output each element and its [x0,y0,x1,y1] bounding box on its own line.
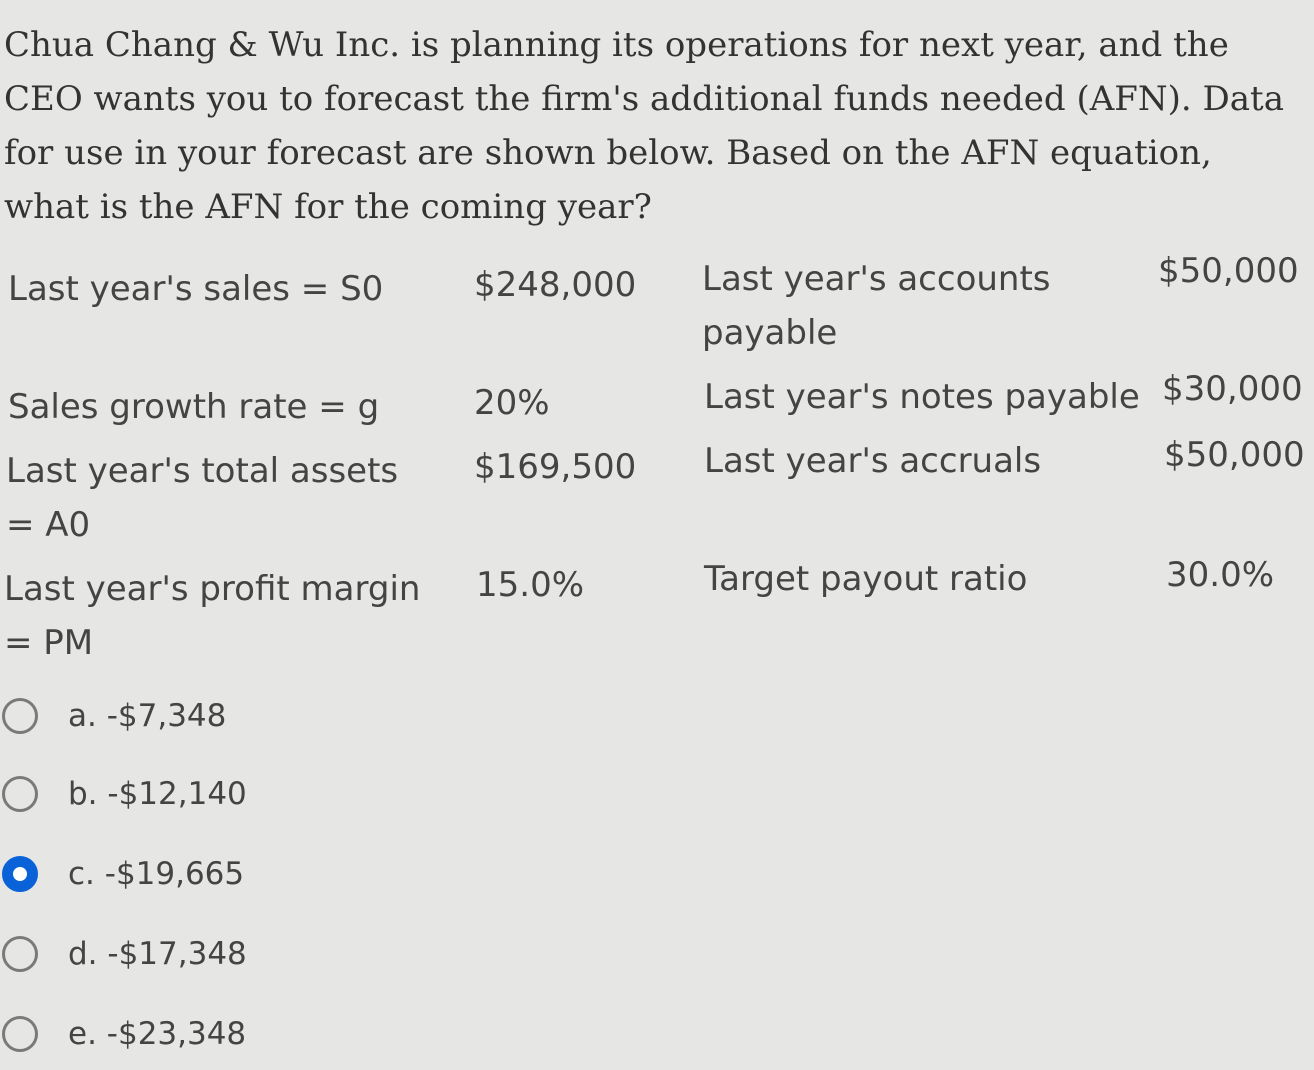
value-notes-payable: $30,000 [1162,369,1303,409]
option-d-label: d. -$17,348 [68,936,247,972]
option-b[interactable] [2,772,247,816]
radio-button-icon[interactable] [2,1016,38,1052]
label-last-years-sales: Last year's sales = S0 [8,269,384,309]
value-accruals: $50,000 [1164,435,1305,475]
option-c[interactable] [2,852,244,896]
question-text: Chua Chang & Wu Inc. is planning its operations for next year, and the CEO wants you to forecast the firm's additional funds needed (AFN). Data for use in your forecast are shown below. Based on the AFN equation, what is the AFN for the coming year? [4,25,1284,227]
option-d[interactable] [2,932,247,976]
radio-button-icon[interactable] [2,936,38,972]
option-a-label: a. -$7,348 [68,698,227,734]
label-target-payout-ratio: Target payout ratio [704,559,1028,599]
option-e-label: e. -$23,348 [68,1016,247,1052]
option-b-label: b. -$12,140 [68,776,247,812]
radio-button-selected-icon[interactable] [2,856,38,892]
value-last-years-total-assets: $169,500 [474,447,637,487]
radio-button-icon[interactable] [2,776,38,812]
radio-button-icon[interactable] [2,698,38,734]
option-c-label: c. -$19,665 [68,856,245,892]
value-target-payout-ratio: 30.0% [1166,555,1275,595]
option-a[interactable] [2,694,226,738]
value-last-years-sales: $248,000 [474,265,637,305]
label-last-years-total-assets: Last year's total assets = A0 [6,451,399,545]
label-accounts-payable: Last year's accounts payable [702,259,1051,353]
label-accruals: Last year's accruals [704,441,1042,481]
value-last-years-profit-margin: 15.0% [476,565,585,605]
label-sales-growth-rate: Sales growth rate = g [8,387,380,427]
label-last-years-profit-margin: Last year's profit margin = PM [4,569,421,663]
value-accounts-payable: $50,000 [1158,251,1299,291]
value-sales-growth-rate: 20% [474,383,550,423]
option-e[interactable] [2,1012,246,1056]
label-notes-payable: Last year's notes payable [704,377,1140,417]
